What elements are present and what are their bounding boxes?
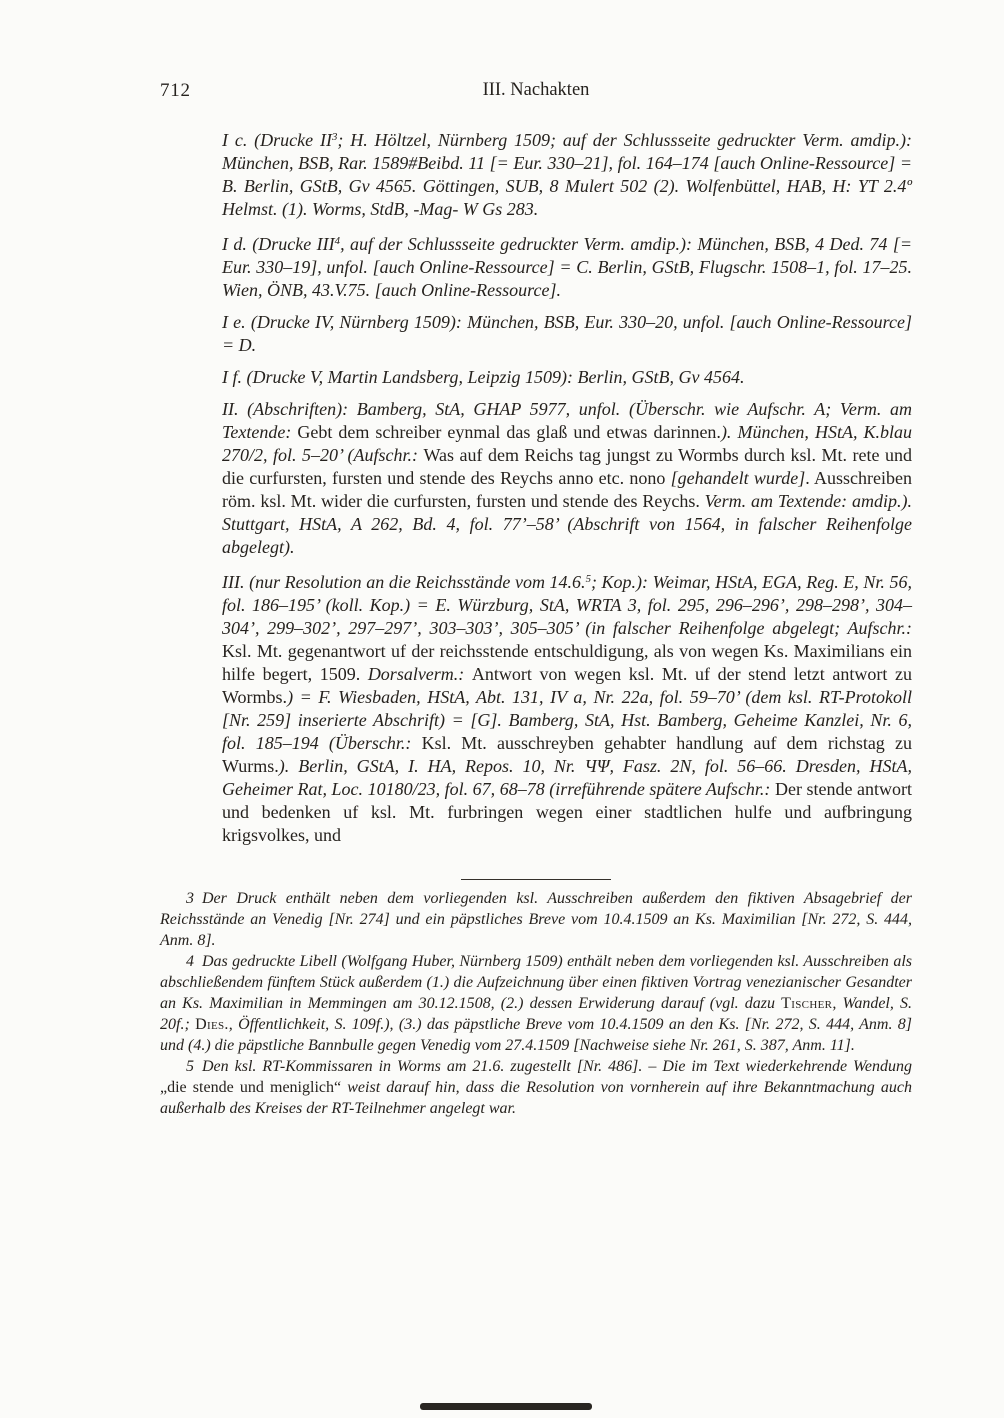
body-paragraph	[222, 311, 912, 357]
text-segment: III. (nur Resolution an die Reichsstände vom 14.6.	[222, 571, 586, 592]
text-segment: 5	[585, 572, 591, 585]
text-segment: Der Druck enthält neben dem vorliegenden ksl. Ausschreiben außerdem den fiktiven Absagebrief der Reichsstände an Venedig [Nr. 274] und ein päpstliches Breve vom 10.4.1509 an Ks. Maximilian [Nr. 272, S. 444, Anm. 8].	[160, 889, 912, 949]
text-segment: weist darauf hin, dass die Resolution von vornherein auf ihre Bekanntmachung auch außerhalb des Kreises der RT-Teilnehmer angelegt war.	[160, 1078, 912, 1117]
footnote	[160, 1056, 912, 1119]
text-segment: II. (Abschriften): Bamberg, StA, GHAP 5977, unfol. (Überschr. wie Aufschr. A; Verm. am Textende:	[222, 398, 912, 442]
text-segment: , Öffentlichkeit, S. 109f.), (3.) das päpstliche Breve vom 10.4.1509 an den Ks. [Nr. 272, S. 444, Anm. 8] und (4.) die päpstliche Bannbulle gegen Venedig vom 27.4.1509 [Nachweise siehe Nr. 261, S. 387, Anm. 11].	[160, 1015, 912, 1054]
text-segment: I c. (Drucke II	[222, 129, 332, 150]
text-segment: 4	[334, 234, 341, 247]
scan-edge-artifact	[420, 1403, 592, 1410]
text-segment: , auf der Schlussseite gedruckter Verm. amdip.): München, BSB, 4 Ded. 74 [= Eur. 330–19], unfol. [auch Online-Ressource] = C. Berlin, GStB, Flugschr. 1508–1, fol. 17–25. Wien, ÖNB, 43.V.75. [auch Online-Ressource].	[222, 233, 912, 300]
running-head	[160, 80, 912, 104]
body-paragraph	[222, 398, 912, 559]
footnote	[160, 888, 912, 951]
body-paragraphs	[222, 126, 912, 847]
text-segment: ; H. Höltzel, Nürnberg 1509; auf der Schlussseite gedruckter Verm. amdip.): München, BSB, Rar. 1589#Beibd. 11 [= Eur. 330–21], fol. 164–174 [auch Online-Ressource] = B. Berlin, GStB, Gv 4565. Göttingen, SUB, 8 Mulert 502 (2). Wolfenbüttel, HAB, H: YT 2.4º Helmst. (1). Worms, StdB, -Mag- W Gs 283.	[222, 129, 913, 219]
text-segment: Was auf dem Reichs tag jungst zu Wormbs durch ksl. Mt. rete und die curfursten, fursten und stende des Reychs anno etc. nono	[222, 444, 912, 488]
text-segment: Der stende antwort und bedenken uf ksl. Mt. furbringen wegen einer stadtlichen hulfe und aufbringung krigsvolkes, und	[222, 778, 912, 845]
text-segment: I d. (Drucke III	[222, 233, 335, 254]
text-segment: ). München, HStA, K.blau 270/2, fol. 5–20’ (Aufschr.:	[222, 421, 912, 465]
text-segment: Gebt dem schreiber eynmal das glaß und etwas darinnen.	[297, 421, 721, 442]
body-paragraph	[222, 568, 912, 847]
text-segment: ). Berlin, GStA, I. HA, Repos. 10, Nr. ЧΨ, Fasz. 2N, fol. 56–66. Dresden, HStA, Geheimer Rat, Loc. 10180/23, fol. 67, 68–78 (irreführende spätere Aufschr.:	[222, 755, 912, 799]
body-paragraph	[222, 230, 912, 302]
page-header-title: III. Nachakten	[482, 80, 590, 100]
text-segment: I f. (Drucke V, Martin Landsberg, Leipzig 1509): Berlin, GStB, Gv 4564.	[222, 366, 745, 387]
text-segment: 4	[186, 952, 194, 970]
footnote-divider	[461, 879, 611, 880]
body-paragraph	[222, 366, 912, 389]
text-segment: 3	[186, 889, 194, 907]
text-segment: ) = F. Wiesbaden, HStA, Abt. 131, IV a, Nr. 22a, fol. 59–70’ (dem ksl. RT-Protokoll [Nr. 259] inserierte Abschrift) = [G]. Bamberg, StA, Hst. Bamberg, Geheime Kanzlei, Nr. 6, fol. 185–194 (Überschr.:	[222, 686, 912, 753]
text-segment: Das gedruckte Libell (Wolfgang Huber, Nürnberg 1509) enthält neben dem vorliegenden ksl. Ausschreiben als abschließendem fünftem Stück außerdem (1.) die Aufzeichnung über einen fiktiven Vortrag venezianischer Gesandter an Ks. Maximilian in Memmingen am 30.12.1508, (2.) dessen Erwiderung darauf (vgl. dazu	[160, 952, 912, 1012]
text-segment: 3	[331, 131, 338, 143]
text-segment: Tischer	[781, 994, 833, 1012]
text-segment: Ksl. Mt. ausschreyben gehabter handlung auf dem richstag zu Wurms.	[222, 732, 912, 776]
text-segment: Dorsalverm.:	[367, 663, 472, 684]
body-paragraph	[222, 126, 912, 221]
text-segment: Dies.	[195, 1015, 229, 1033]
text-segment: [gehandelt wurde]	[670, 467, 806, 488]
text-segment: Antwort von wegen ksl. Mt. uf der stend letzt antwort zu Wormbs.	[222, 663, 912, 707]
text-segment: „die stende und meniglich“	[160, 1078, 342, 1096]
text-segment: Verm. am Textende: amdip.). Stuttgart, HStA, A 262, Bd. 4, fol. 77’–58’ (Abschrift von 1564, in falscher Reihenfolge abgelegt).	[222, 490, 912, 557]
text-segment: I e. (Drucke IV, Nürnberg 1509): München, BSB, Eur. 330–20, unfol. [auch Online-Ressource] = D.	[222, 311, 912, 355]
footnote	[160, 951, 912, 1056]
text-segment: , Wandel, S. 20f.;	[160, 994, 913, 1033]
footnotes	[160, 888, 912, 1119]
text-segment: Ksl. Mt. gegenantwort uf der reichsstende entschuldigung, als von wegen Ks. Maximilians ein hilfe begert, 1509.	[222, 640, 912, 684]
text-segment: ; Kop.): Weimar, HStA, EGA, Reg. E, Nr. 56, fol. 186–195’ (koll. Kop.) = E. Würzburg, StA, WRTA 3, fol. 295, 296–296’, 298–298’, 304–304’, 299–302’, 297–297’, 303–303’, 305–305’ (in falscher Reihenfolge abgelegt; Aufschr.:	[222, 571, 912, 638]
text-segment: 5	[186, 1057, 194, 1075]
text-segment: Den ksl. RT-Kommissaren in Worms am 21.6. zugestellt [Nr. 486]. – Die im Text wiederkehrende Wendung	[202, 1057, 912, 1075]
page-number: 712	[160, 80, 191, 101]
text-segment: . Ausschreiben röm. ksl. Mt. wider die curfursten, fursten und stende des Reychs.	[222, 467, 912, 511]
